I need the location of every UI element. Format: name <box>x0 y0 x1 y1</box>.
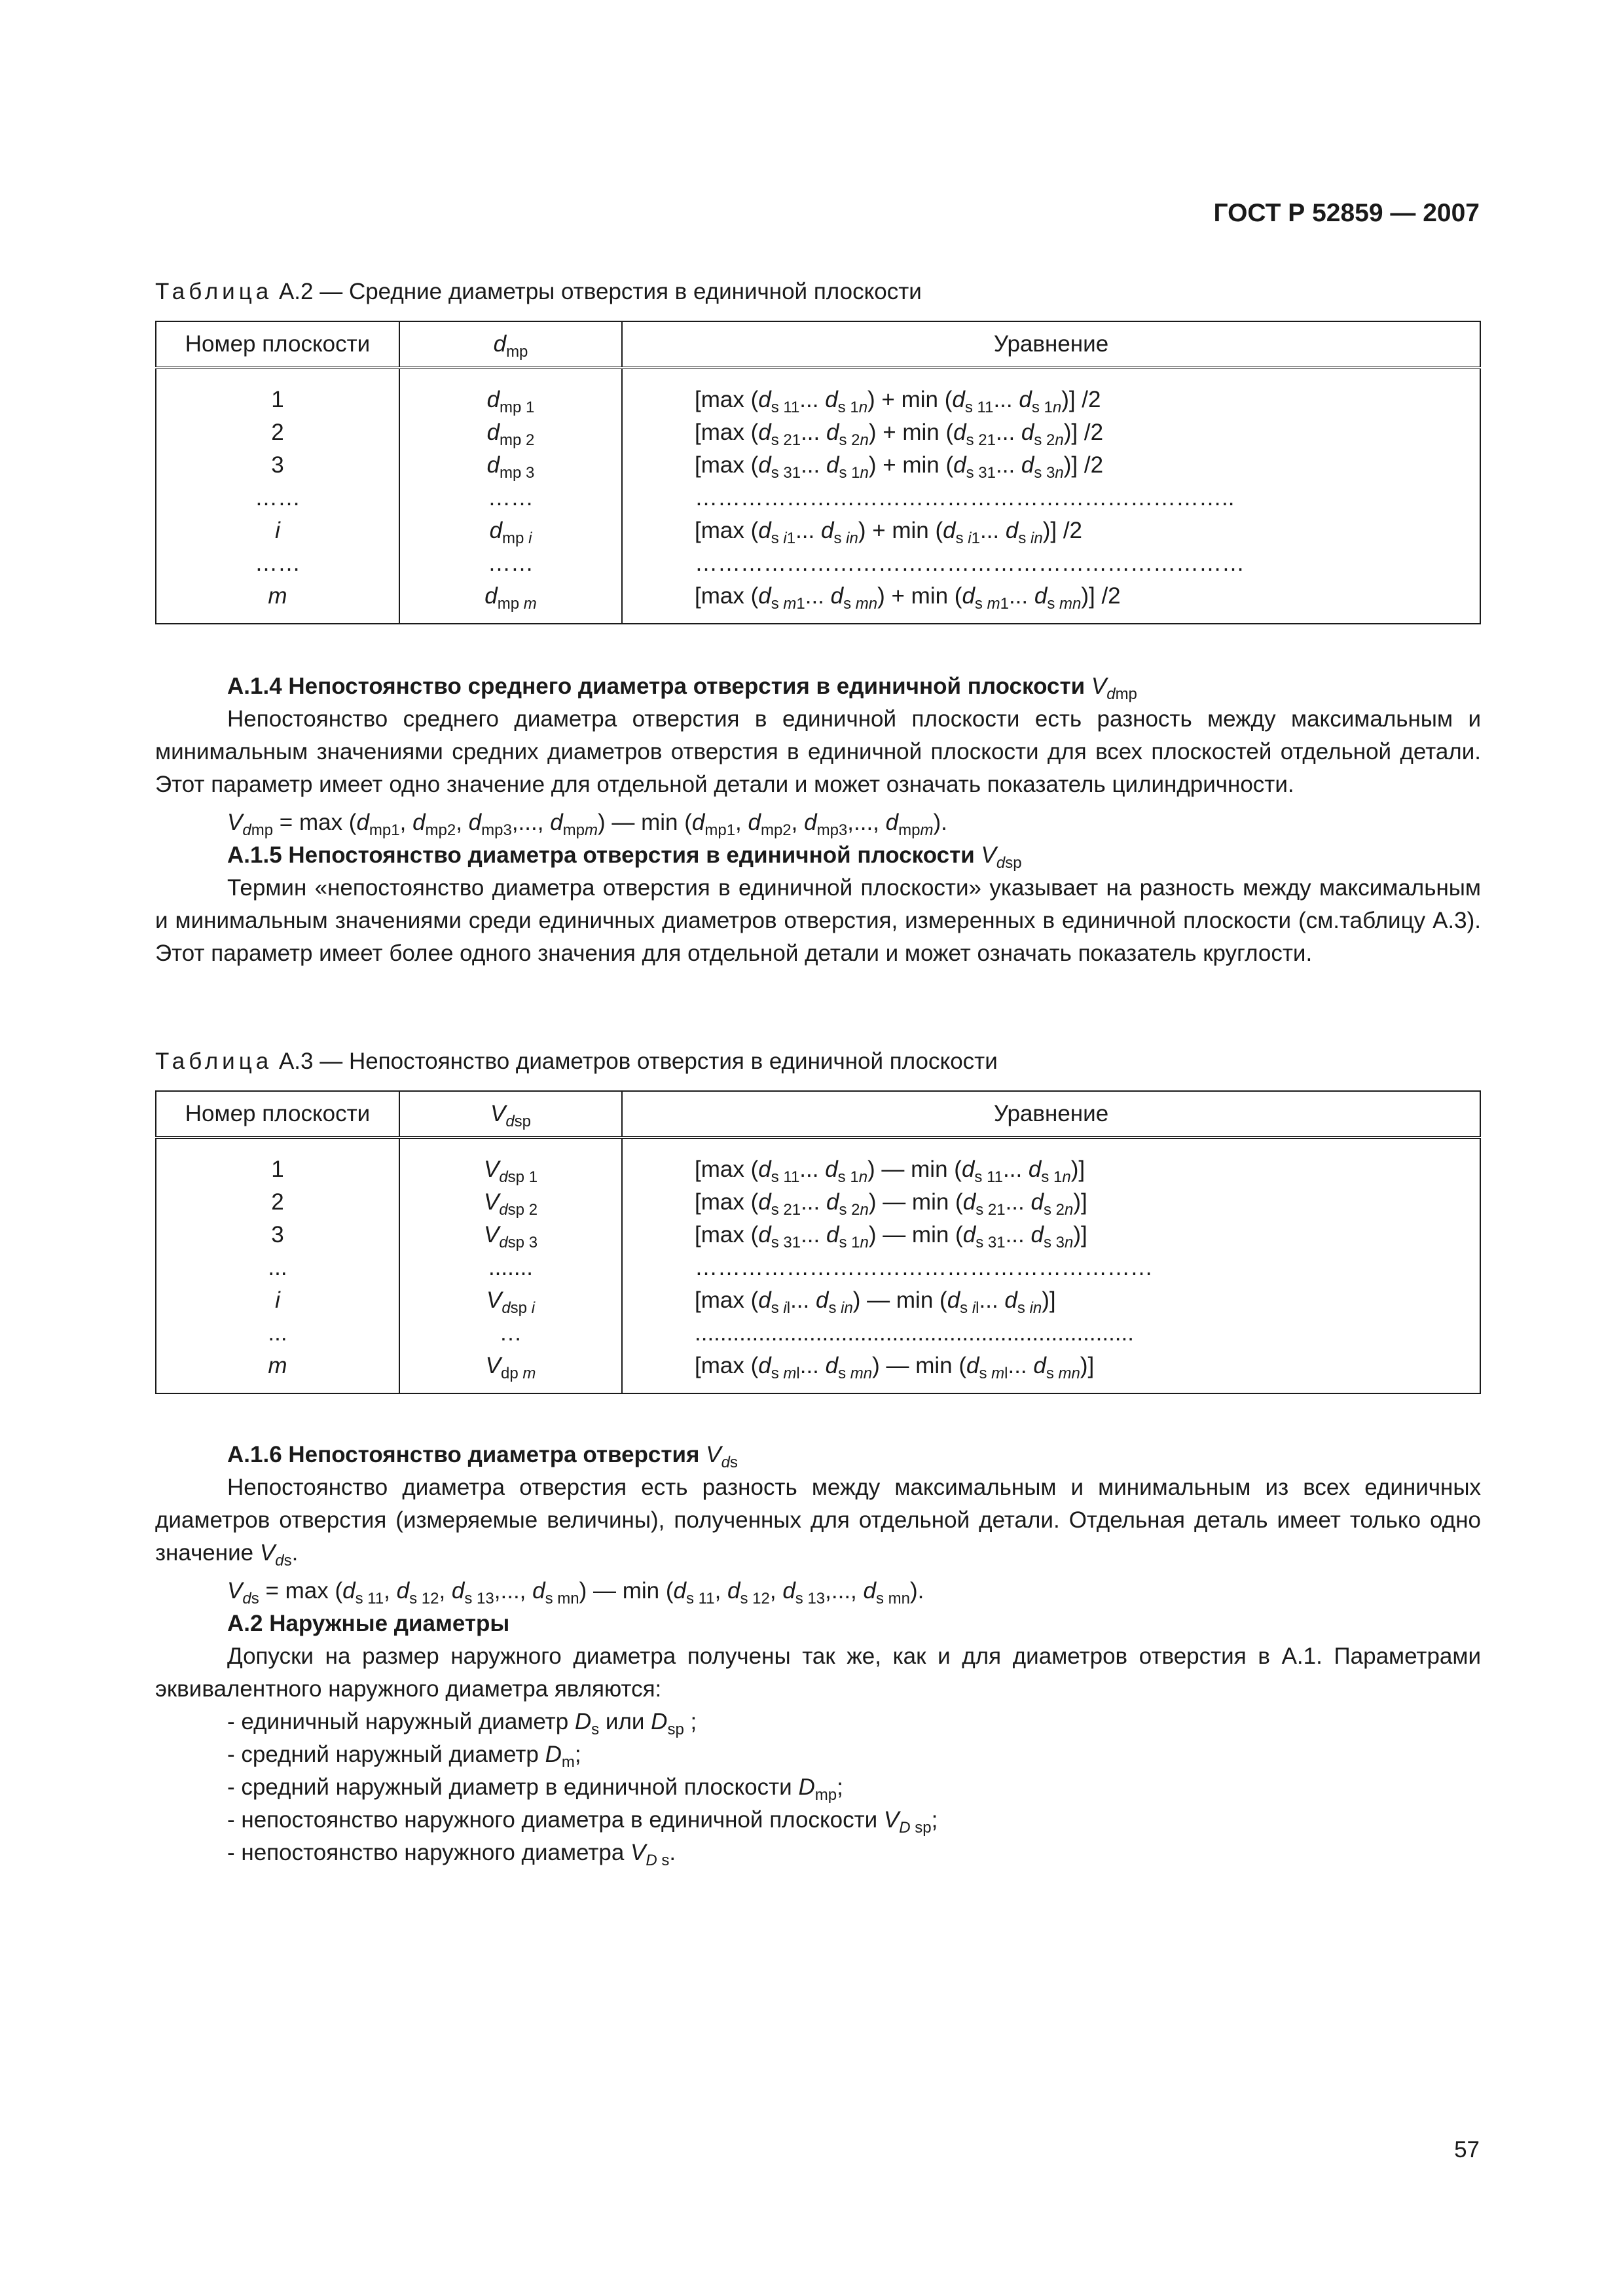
col-equation: Уравнение <box>622 321 1480 368</box>
list-item: - средний наружный диаметр в единичной плоскости $D_{mp}$; <box>227 1774 843 1804</box>
col-plane-number: Номер плоскости <box>156 1091 399 1138</box>
page-number: 57 <box>1454 2137 1480 2162</box>
paragraph-a15: Термин «непостоянство диаметра отверстия в единичной плоскости» указывает на разность между максимальным и минимальным значениями среди единичных диаметров отверстия, измеренных в единичной плоскости (см.таблицу А.3). Этот параметр имеет более одного значения для отдельной детали и может означать показатель круглости. <box>155 875 1481 966</box>
document-code: ГОСТ Р 52859 — 2007 <box>1213 199 1480 227</box>
dmp-values: $d_{mp 1}$ $d_{mp 2}$ $d_{mp 3}$ …… $d_{mp i}$ …… $d_{mp m}$ <box>399 368 622 624</box>
col-dmp: $d_{mp}$ <box>399 321 622 368</box>
heading-a16: А.1.6 Непостоянство диаметра отверстия $V_{ds}$ <box>227 1442 738 1471</box>
list-item: - непостоянство наружного диаметра $V_{D s}$. <box>227 1840 676 1869</box>
caption-prefix: Таблица <box>155 279 273 304</box>
plane-numbers: 1 2 3 …… i …… m <box>156 368 399 624</box>
formula-vdmp: $V_{dmp} = \max (d_{mp1}$, $d_{mp2}$, $d_{mp3}$,..., $d_{mpm}$) — $\min (d_{mp1}$, $d_{mp2}$, $d_{mp3}$,..., $d_{mpm}$). <box>227 810 947 839</box>
caption-text: А.3 — Непостоянство диаметров отверстия в единичной плоскости <box>272 1049 998 1074</box>
list-item: - единичный наружный диаметр $D_s$ или $D_{sp}$ ; <box>227 1709 697 1738</box>
plane-numbers: 1 2 3 ... i ... m <box>156 1138 399 1393</box>
col-vdsp: $V_{dsp}$ <box>399 1091 622 1138</box>
table-a3-caption <box>155 1043 998 1080</box>
paragraph-a14: Непостоянство среднего диаметра отверстия в единичной плоскости есть разность между максимальным и минимальным значениями средних диаметров отверстия в единичной плоскости для всех плоскостей отдельной детали. Этот параметр имеет одно значение для отдельной детали и может означать показатель цилиндричности. <box>155 706 1481 797</box>
list-item: - непостоянство наружного диаметра в единичной плоскости $V_{D sp}$; <box>227 1807 938 1837</box>
heading-a15: А.1.5 Непостоянство диаметра отверстия в единичной плоскости $V_{dsp}$ <box>227 842 1022 872</box>
table-a2-caption <box>155 274 922 310</box>
equations: [max ($d_{s 11}$... $d_{s 1n}$) — $\min (d_{s 11}$... $d_{s 1n}$)] [max ($d_{s 21}$... $d_{s 2n}$) — $\min (d_{s 21}$... $d_{s 2n}$)] [max ($d_{s 31}$... $d_{s 1n}$) — $\min (d_{s 31}$... $d_{s 3n}$)] …………………………………………………… [max ($d_{s il}$... $d_{s in}$) — $\min (d_{s il}$... $d_{s in}$)] ..................................................................... [max ($d_{s ml}$... $d_{s mn}$) — $\min (d_{s ml}$... $d_{s mn}$)] <box>622 1138 1480 1393</box>
col-equation: Уравнение <box>622 1091 1480 1138</box>
table-row <box>156 368 1480 624</box>
table-a3 <box>155 1090 1481 1394</box>
section-a16-a2 <box>155 1439 1481 1869</box>
heading-a14: А.1.4 Непостоянство среднего диаметра отверстия в единичной плоскости $V_{dmp}$ <box>227 673 1137 703</box>
table-row <box>156 1138 1480 1393</box>
paragraph-a2: Допуски на размер наружного диаметра получены так же, как и для диаметров отверстия в А.1. Параметрами эквивалентного наружного диаметра являются: <box>155 1643 1481 1702</box>
paragraph-a16: Непостоянство диаметра отверстия есть разность между максимальным и минимальным из всех единичных диаметров отверстия (измеряемые величины), полученных для отдельной детали. Отдельная деталь имеет только одно значение $V_{ds}$. <box>155 1475 1481 1570</box>
list-item: - средний наружный диаметр $D_m$; <box>227 1742 581 1771</box>
formula-vds: $V_{ds} = \max (d_{s 11}$, $d_{s 12}$, $d_{s 13}$,..., $d_{s mn}$) — $\min (d_{s 11}$, $d_{s 12}$, $d_{s 13}$,..., $d_{s mn}$). <box>227 1578 924 1607</box>
equations: [max ($d_{s 11}$... $d_{s 1n}) + \min (d_{s 11}$... $d_{s 1n}$)] /2 [max ($d_{s 21}$... $d_{s 2n}) + \min (d_{s 21}$... $d_{s 2n}$)] /2 [max ($d_{s 31}$... $d_{s 1n}) + \min (d_{s 31}$... $d_{s 3n}$)] /2 …………………………………………………………….. [max ($d_{s i1}$... $d_{s in}) + \min (d_{s i1}$... $d_{s in}$)] /2 ……………………………………………………………… [max ($d_{s m1}$... $d_{s mn}) + \min (d_{s m1}$... $d_{s mn}$)] /2 <box>622 368 1480 624</box>
vdsp-values: $V_{dsp 1}$ $V_{dsp 2}$ $V_{dsp 3}$ ....... $V_{dsp i}$ … $V_{dp m}$ <box>399 1138 622 1393</box>
caption-text: А.2 — Средние диаметры отверстия в единичной плоскости <box>272 279 922 304</box>
heading-a2: А.2 Наружные диаметры <box>227 1611 510 1636</box>
col-plane-number: Номер плоскости <box>156 321 399 368</box>
section-a14-a15 <box>155 670 1481 970</box>
table-a2 <box>155 321 1481 624</box>
caption-prefix: Таблица <box>155 1049 273 1074</box>
